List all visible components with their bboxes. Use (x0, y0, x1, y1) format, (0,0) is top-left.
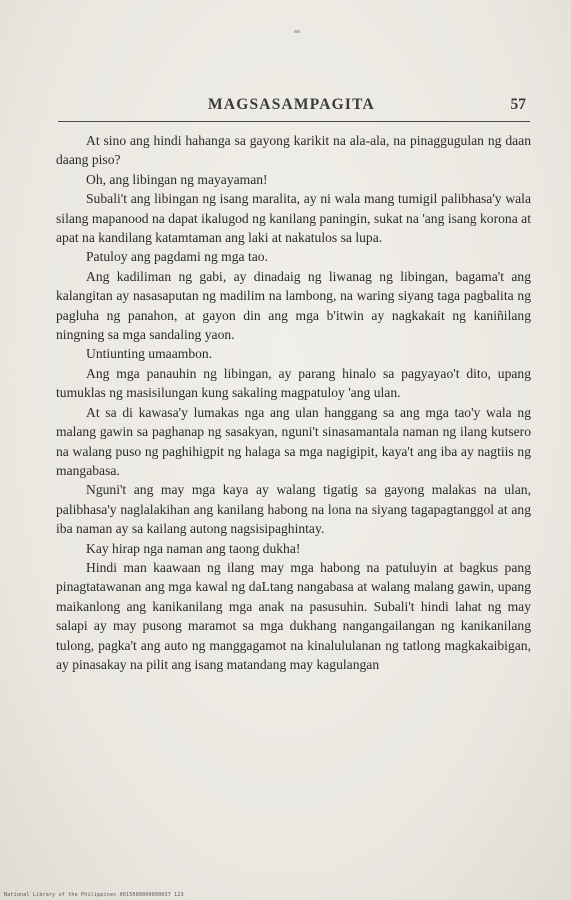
body-text (56, 131, 531, 674)
paragraph: Oh, ang libingan ng mayayaman! (86, 171, 268, 187)
paragraph: Untiunting umaambon. (86, 346, 213, 362)
library-stamp: National Library of the Philippines 0015000000000037 123 (4, 892, 184, 898)
paragraph: Subali't ang libingan ng isang maralita, ay ni wala mang tumigil palibhasa'y wala silang mapanood na dapat ikalugod ng kanilang paningin, sukat na 'ang isang korona at apat na kandilang katamtaman ang laki at nakatulos sa lupa. (56, 191, 531, 246)
print-mark (294, 30, 300, 33)
running-title: MAGSASAMPAGITA (208, 96, 375, 113)
page-header (58, 96, 526, 116)
page-number: 57 (510, 96, 526, 113)
paragraph: Hindi man kaawaan ng ilang may mga habong na patuluyin at bagkus pang pinagtatawanan ang mga kawal ng daLtang nangabasa at walang malang gawin, upang maikanlong ang kanikanilang mga anak na pasusuhin. Subali't hindi lahat ng may salapi ay may pusong maramot sa mga dukhang nangangailangan ng kanikanilang tulong, pagka't ang auto ng manggagamot na kinalululanan ng tatlong magkakaibigan, ay pinasakay na pilit ang isang matandang may kagulangan (56, 559, 531, 672)
paragraph: Ang kadiliman ng gabi, ay dinadaig ng liwanag ng libingan, bagama't ang kalangitan ay nasasaputan ng madilim na lambong, na waring siyang taga pagbalita ng pagluha ng panahon, at gayon din ang mga b'itwin ay nagkakait ng kaniñilang ningning sa mga sandaling yaon. (56, 268, 531, 343)
paragraph: Nguni't ang may mga kaya ay walang tigatig sa gayong malakas na ulan, palibhasa'y naglalakihan ang kanilang habong na lona na siyang tagapagtanggol at ang iba naman ay sa kailang autong nagsisipaghintay. (56, 482, 531, 537)
paragraph: Patuloy ang pagdami ng mga tao. (86, 249, 268, 265)
paragraph: At sa di kawasa'y lumakas nga ang ulan hanggang sa ang mga tao'y wala ng malang gawin sa paghanap ng sasakyan, nguni't sinasamantala naman ng ilang kutsero na walang puso ng paghihigpit ng halaga sa mga nagigipit, kaya't ang iba ay nagtiis ng mangabasa. (56, 404, 531, 478)
paragraph: Ang mga panauhin ng libingan, ay parang hinalo sa pagyayao't dito, upang tumuklas ng masisilungan kung sakaling magpatuloy 'ang ulan. (56, 365, 531, 401)
header-rule (58, 121, 530, 122)
paragraph: At sino ang hindi hahanga sa gayong karikit na ala-ala, na pinaggugulan ng daan daang piso? (56, 133, 531, 168)
paragraph: Kay hirap nga naman ang taong dukha! (86, 540, 301, 556)
